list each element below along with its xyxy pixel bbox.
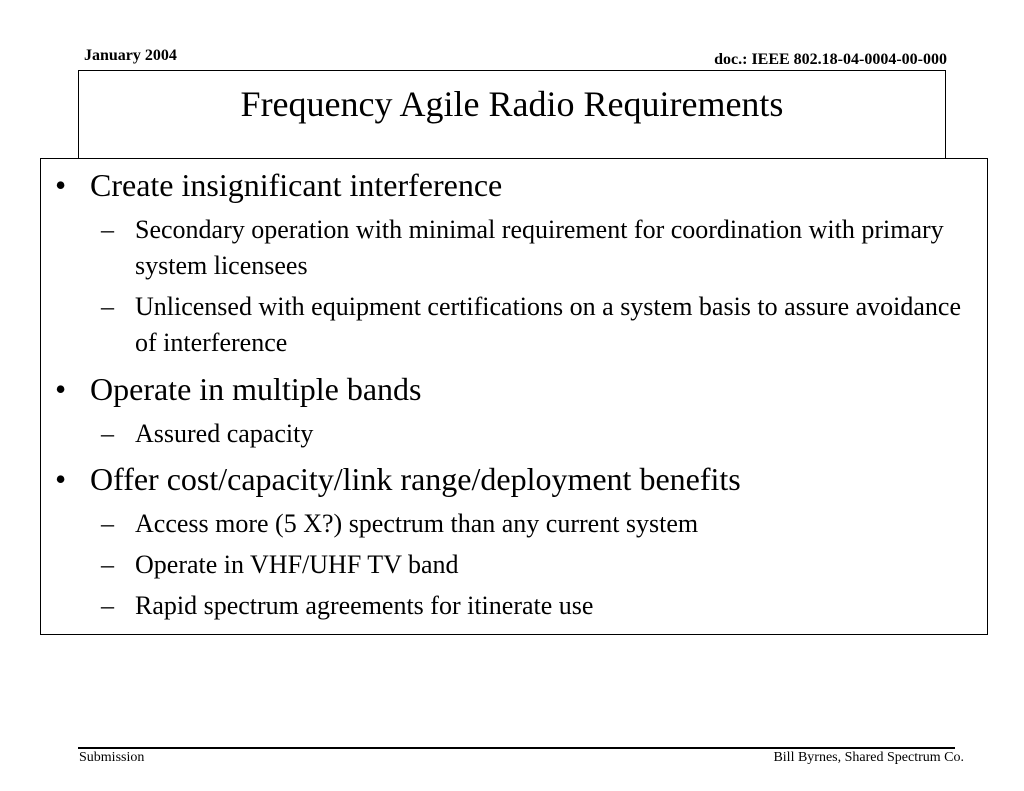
sub-bullet-item <box>101 588 971 624</box>
footer-rule <box>78 747 955 749</box>
dash-marker: – <box>101 419 114 448</box>
bullet-text: Create insignificant interference <box>90 167 503 203</box>
dash-marker: – <box>101 509 114 538</box>
dash-marker: – <box>101 292 114 321</box>
footer-right-text: Bill Byrnes, Shared Spectrum Co. <box>773 750 964 765</box>
title-box <box>78 70 946 158</box>
sub-bullet-item <box>101 416 971 452</box>
dash-marker: – <box>101 550 114 579</box>
sub-bullet-text: Operate in VHF/UHF TV band <box>135 550 459 579</box>
sub-bullet-item <box>101 212 971 284</box>
bullet-marker: • <box>55 461 67 497</box>
dash-marker: – <box>101 215 114 244</box>
sub-bullet-item <box>101 547 971 583</box>
header-doc-id: doc.: IEEE 802.18-04-0004-00-000 <box>714 51 947 68</box>
bullet-text: Offer cost/capacity/link range/deployment benefits <box>90 461 741 497</box>
bullet-marker: • <box>55 167 67 203</box>
bullet-item <box>55 371 421 407</box>
header-date: January 2004 <box>84 47 177 64</box>
bullet-item <box>55 461 741 497</box>
dash-marker: – <box>101 591 114 620</box>
content-box <box>40 158 988 635</box>
sub-bullet-item <box>101 506 971 542</box>
bullet-item <box>55 167 502 203</box>
sub-bullet-text: Unlicensed with equipment certifications on a system basis to assure avoidance of interference <box>135 292 961 357</box>
bullet-text: Operate in multiple bands <box>90 371 422 407</box>
slide-title: Frequency Agile Radio Requirements <box>240 84 784 124</box>
sub-bullet-item <box>101 289 971 361</box>
sub-bullet-text: Secondary operation with minimal requirement for coordination with primary system licensees <box>135 215 944 280</box>
sub-bullet-text: Rapid spectrum agreements for itinerate use <box>135 591 594 620</box>
footer-left-text: Submission <box>79 750 145 765</box>
sub-bullet-text: Assured capacity <box>135 419 314 448</box>
sub-bullet-text: Access more (5 X?) spectrum than any current system <box>135 509 699 538</box>
bullet-marker: • <box>55 371 67 407</box>
